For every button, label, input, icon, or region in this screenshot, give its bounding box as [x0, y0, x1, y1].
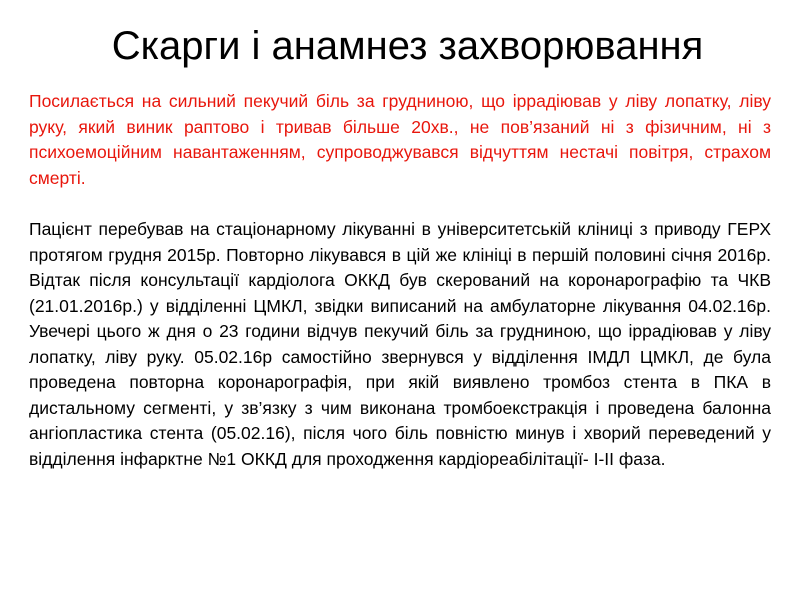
complaints-paragraph: Посилається на сильний пекучий біль за грудниною, що іррадіював у ліву лопатку, ліву руку, який виник раптово і тривав більше 20хв., не пов’язаний ні з фізичним, ні з психоемоційним навантаженням, супроводжувався відчуттям нестачі повітря, страхом смерті.	[29, 91, 771, 188]
medical-history-paragraph: Пацієнт перебував на стаціонарному лікуванні в університетській кліниці з приводу ГЕРХ протягом грудня 2015р. Повторно лікувався в цій же клініці в першій половині січня 2016р. Відтак після консультації кардіолога ОККД був скерований на коронарографію та ЧКВ (21.01.2016р.) у відділенні ЦМКЛ, звідки виписаний на амбулаторне лікування 04.02.16р. Увечері цього ж дня о 23 години відчув пекучий біль за грудниною, що іррадіював у ліву лопатку, ліву руку. 05.02.16р самостійно звернувся у відділення ІМДЛ ЦМКЛ, де була проведена повторна коронарографія, при якій виявлено тромбоз стента в ПКА в дистальному сегменті, у зв’язку з чим виконана тромбоекстракція і проведена балонна ангіопластика стента (05.02.16), після чого біль повністю минув і хворий переведений у відділення інфарктне №1 ОККД для проходження кардіореабілітації- І-ІІ фаза.	[29, 219, 771, 469]
slide-title: Скарги і анамнез захворювання	[111, 24, 704, 68]
